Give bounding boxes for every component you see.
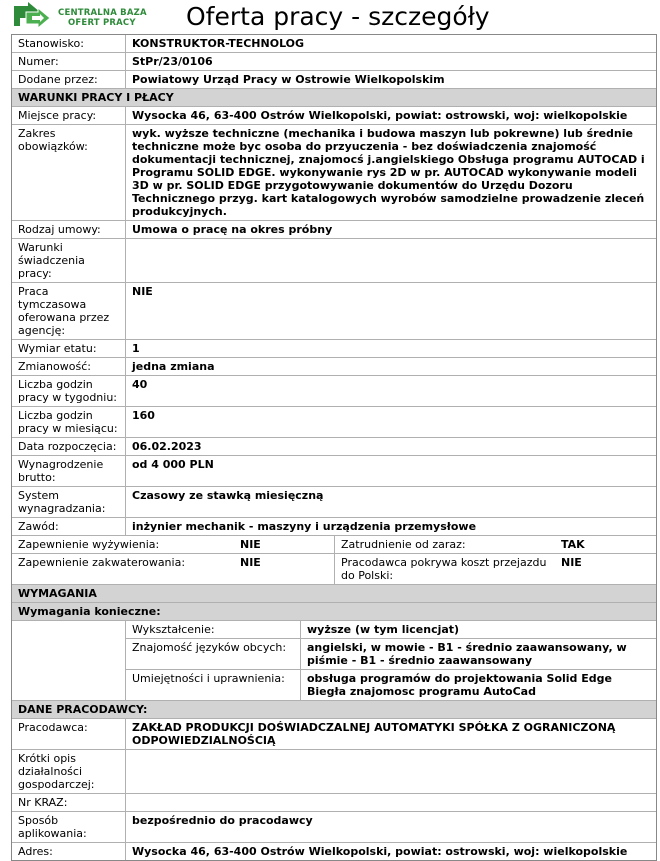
row-label: Sposób aplikowania: [18,814,87,840]
row-label: Wymiar etatu: [18,342,97,355]
page-title: Oferta pracy - szczegóły [186,2,490,31]
info-row [12,125,656,221]
info-row [12,794,656,812]
row-value [125,794,656,811]
pair-left [12,536,334,553]
row-label: System wynagradzania: [18,489,106,515]
row-label: Numer: [18,55,59,68]
info-row [12,358,656,376]
pair-left [12,554,334,584]
info-row [12,283,656,340]
info-row [12,456,656,487]
requirement-row [126,670,656,700]
row-label: Zakres obowiązków: [18,127,88,153]
row-value: NIE [125,283,656,339]
row-value: 1 [125,340,656,357]
info-row [12,376,656,407]
row-label: Pracodawca: [18,721,88,734]
info-row [12,407,656,438]
requirements-indent [12,621,125,700]
pair-value: NIE [561,556,582,569]
row-value: KONSTRUKTOR-TECHNOLOG [125,35,656,52]
row-value: od 4 000 PLN [125,456,656,486]
row-label: Wynagrodzenie brutto: [18,458,104,484]
requirements-table [125,621,656,700]
offer-document [11,34,657,861]
pair-value: NIE [240,556,261,569]
row-value: Czasowy ze stawką miesięczną [125,487,656,517]
pair-label: Zapewnienie wyżywienia: [18,538,160,551]
info-row [12,107,656,125]
pair-label: Zapewnienie zakwaterowania: [18,556,186,569]
row-label: Liczba godzin pracy w miesiącu: [18,409,118,435]
pair-value: NIE [240,538,261,551]
pair-label: Zatrudnienie od zaraz: [341,538,466,551]
row-value: Powiatowy Urząd Pracy w Ostrowie Wielkopolskim [125,71,656,88]
row-value: ZAKŁAD PRODUKCJI DOŚWIADCZALNEJ AUTOMATYKI SPÓŁKA Z OGRANICZONĄ ODPOWIEDZIALNOŚCIĄ [125,719,656,749]
pair-row [12,536,656,554]
info-row [12,438,656,456]
row-value: wyk. wyższe techniczne (mechanika i budowa maszyn lub pokrewne) lub średnie techniczne może byc osoba do przyuczenia - bez doświadczenia znajomość dokumentacji technicznej, znajomocś j.angielskiego Obsługa programu AUTOCAD i Programu SOLID EDGE. wykonywanie rys 2D w pr. AUTOCAD wykonywanie modeli 3D w pr. SOLID EDGE przygotowywanie dokumentów do Urzędu Dozoru Technicznego przyg. kart katalogowych wyrobów samodzielne prowadzenie zleceń produkcyjnych. [125,125,656,220]
section-header-required: Wymagania konieczne: [12,603,656,621]
requirement-row [126,621,656,639]
info-row [12,35,656,53]
row-value: bezpośrednio do pracodawcy [125,812,656,842]
pair-value: TAK [561,538,585,551]
row-label: Adres: [18,845,53,858]
requirement-label: Wykształcenie: [132,623,215,636]
row-value: StPr/23/0106 [125,53,656,70]
row-value [125,750,656,793]
requirement-row [126,639,656,670]
row-label: Liczba godzin pracy w tygodniu: [18,378,118,404]
info-row [12,221,656,239]
section-header-conditions: WARUNKI PRACY I PŁACY [12,89,656,107]
row-value: 40 [125,376,656,406]
requirement-value: wyższe (w tym licencjat) [300,621,656,638]
row-label: Zawód: [18,520,59,533]
info-row [12,812,656,843]
row-value: Umowa o pracę na okres próbny [125,221,656,238]
row-label: Praca tymczasowa oferowana przez agencję: [18,285,110,337]
pair-right [334,554,656,584]
info-row [12,750,656,794]
info-row [12,53,656,71]
info-row [12,239,656,283]
pair-right [334,536,656,553]
requirement-label: Znajomość języków obcych: [132,641,287,654]
pair-row [12,554,656,585]
row-label: Dodane przez: [18,73,98,86]
logo-line2: OFERT PRACY [68,18,136,28]
section-header-employer: DANE PRACODAWCY: [12,701,656,719]
pair-label: Pracodawca pokrywa koszt przejazdu do Polski: [341,556,547,582]
row-value: 06.02.2023 [125,438,656,455]
info-row [12,719,656,750]
info-row [12,340,656,358]
row-label: Nr KRAZ: [18,796,68,809]
logo-icon [12,2,54,30]
requirement-label: Umiejętności i uprawnienia: [132,672,285,685]
page-header [0,0,660,34]
row-label: Miejsce pracy: [18,109,97,122]
logo-line1: CENTRALNA BAZA [58,8,147,18]
requirement-value: obsługa programów do projektowania Solid Edge Biegła znajomosc programu AutoCad [300,670,656,700]
cbop-logo [12,2,152,32]
row-value [125,239,656,282]
row-label: Rodzaj umowy: [18,223,101,236]
row-label: Krótki opis działalności gospodarczej: [18,752,95,791]
info-row [12,843,656,860]
row-value: inżynier mechanik - maszyny i urządzenia przemysłowe [125,518,656,535]
row-label: Stanowisko: [18,37,84,50]
info-row [12,71,656,89]
row-value: jedna zmiana [125,358,656,375]
info-row [12,518,656,536]
row-value: Wysocka 46, 63-400 Ostrów Wielkopolski, powiat: ostrowski, woj: wielkopolskie [125,107,656,124]
row-value: Wysocka 46, 63-400 Ostrów Wielkopolski, powiat: ostrowski, woj: wielkopolskie [125,843,656,860]
row-label: Zmianowość: [18,360,91,373]
row-label: Data rozpoczęcia: [18,440,117,453]
section-header-requirements: WYMAGANIA [12,585,656,603]
requirements-block [12,621,656,701]
row-value: 160 [125,407,656,437]
requirement-value: angielski, w mowie - B1 - średnio zaawansowany, w piśmie - B1 - średnio zaawansowany [300,639,656,669]
info-row [12,487,656,518]
row-label: Warunki świadczenia pracy: [18,241,85,280]
